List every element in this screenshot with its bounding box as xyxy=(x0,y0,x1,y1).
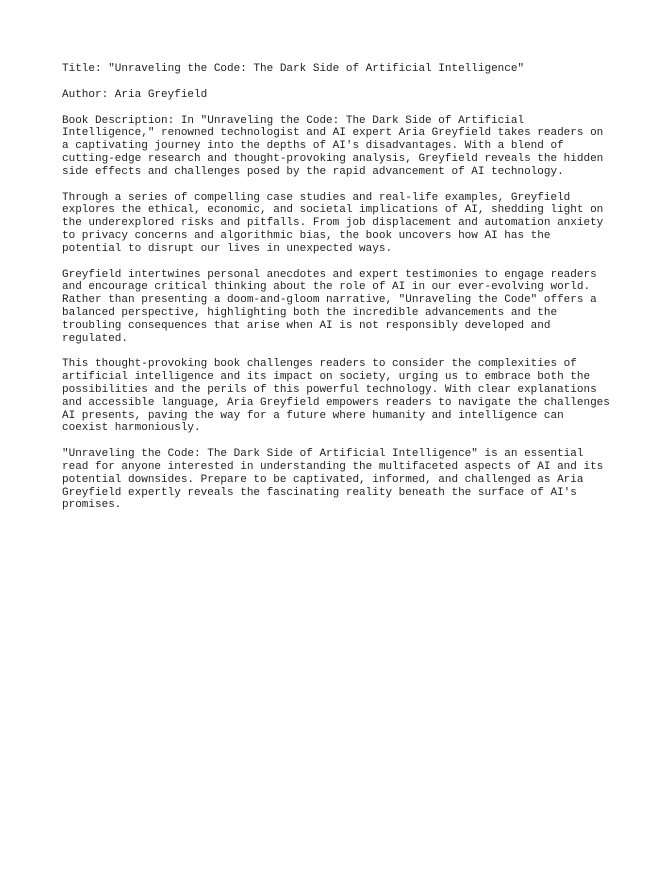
paragraph-conclusion: "Unraveling the Code: The Dark Side of Artificial Intelligence" is an essential read for anyone interested in understanding the multifaceted aspects of AI and its potential downsides. Prepare to be captivated, informed, and challenged as Aria Greyfield expertly reveals the fascinating reality beneath the surface of AI's promises. xyxy=(62,448,604,512)
document-body xyxy=(62,63,622,525)
paragraph-anecdotes: Greyfield intertwines personal anecdotes and expert testimonies to engage readers and encourage critical thinking about the role of AI in our ever-evolving world. Rather than presenting a doom-and-gloom narrative, "Unraveling the Code" offers a balanced perspective, highlighting both the incredible advancements and the troubling consequences that arise when AI is not responsibly developed and regulated. xyxy=(62,268,597,345)
title-line: Title: "Unraveling the Code: The Dark Side of Artificial Intelligence" xyxy=(62,63,525,75)
paragraph-challenges: This thought-provoking book challenges readers to consider the complexities of artificial intelligence and its impact on society, urging us to embrace both the possibilities and the perils of this powerful technology. With clear explanations and accessible language, Aria Greyfield empowers readers to navigate the challenges AI presents, paving the way for a future where humanity and intelligence can coexist harmoniously. xyxy=(62,358,610,435)
paragraph-description: Book Description: In "Unraveling the Code: The Dark Side of Artificial Intelligence," renowned technologist and AI expert Aria Greyfield takes readers on a captivating journey into the depths of AI's disadvantages. With a blend of cutting-edge research and thought-provoking analysis, Greyfield reveals the hidden side effects and challenges posed by the rapid advancement of AI technology. xyxy=(62,114,604,178)
paragraph-case-studies: Through a series of compelling case studies and real-life examples, Greyfield explores the ethical, economic, and societal implications of AI, shedding light on the underexplored risks and pitfalls. From job displacement and automation anxiety to privacy concerns and algorithmic bias, the book uncovers how AI has the potential to disrupt our lives in unexpected ways. xyxy=(62,191,604,255)
author-line: Author: Aria Greyfield xyxy=(62,88,208,101)
